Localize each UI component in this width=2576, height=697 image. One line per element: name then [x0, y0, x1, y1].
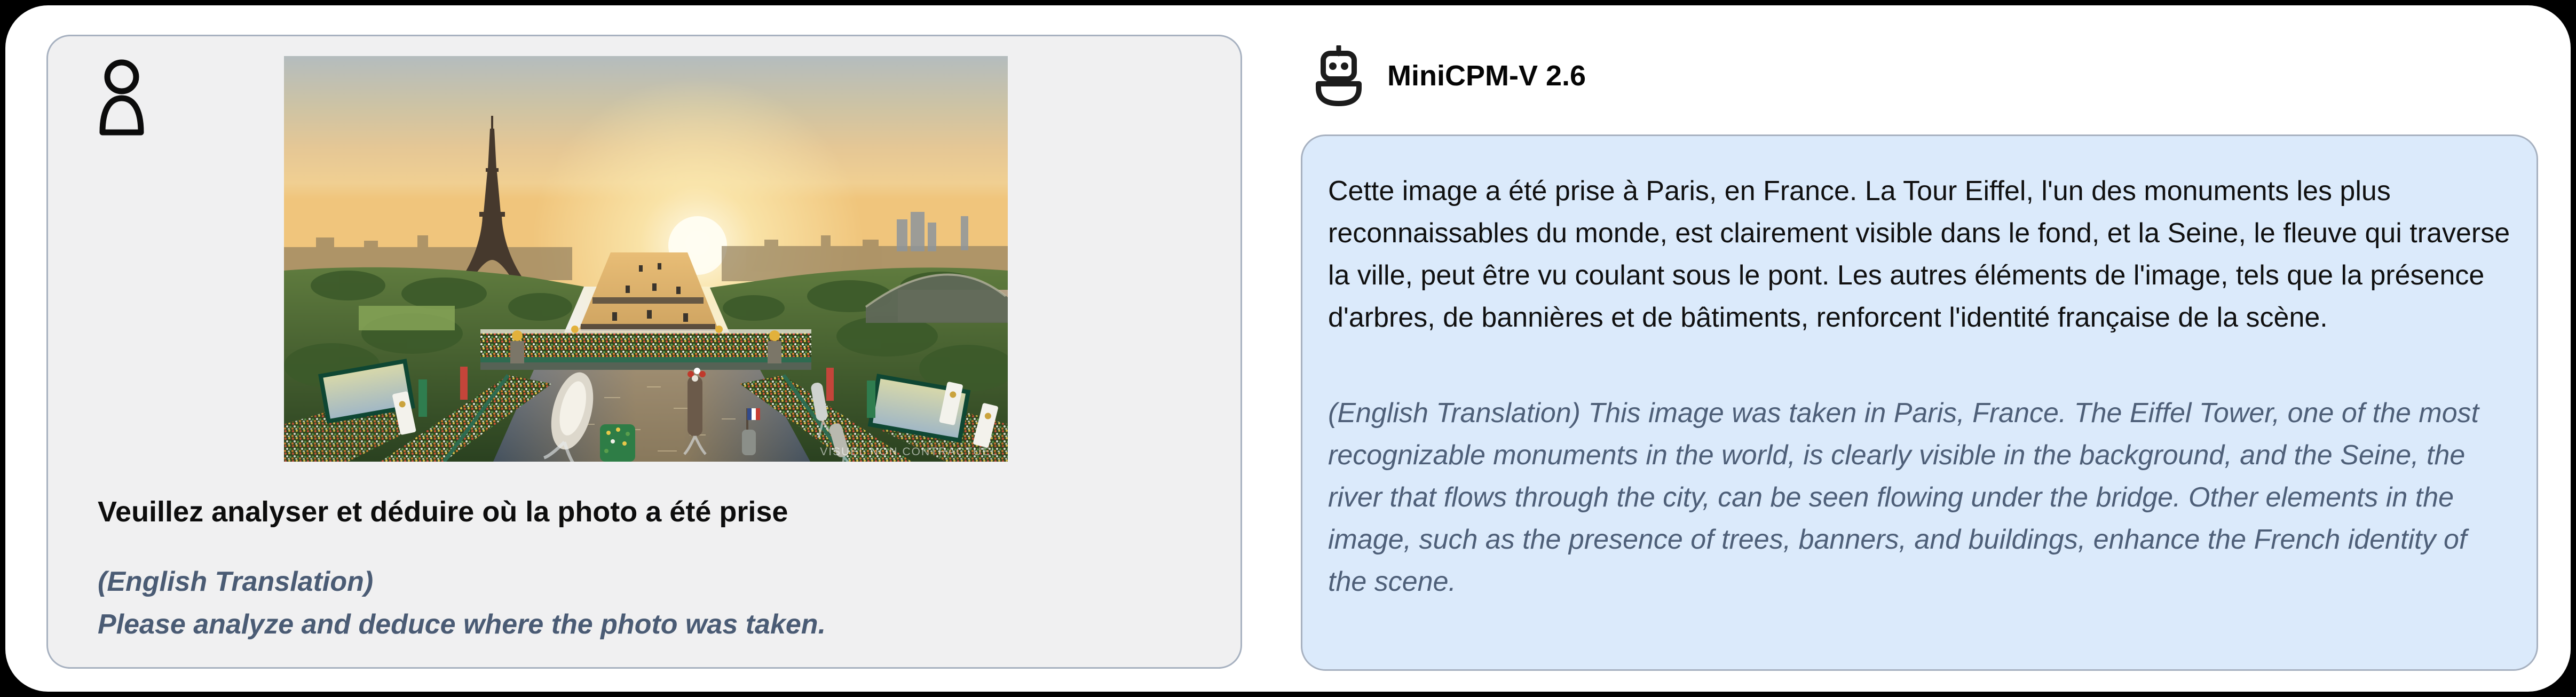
user-message-card	[46, 35, 1242, 669]
user-question-translation	[98, 560, 1197, 646]
park-lawn	[359, 306, 455, 330]
model-response-bubble	[1301, 134, 2538, 671]
distant-bridge	[592, 297, 704, 304]
model-header	[1311, 44, 1586, 108]
photo-watermark: VISUEL NON CONTRACTUEL	[820, 446, 998, 458]
translation-label: (English Translation)	[98, 566, 374, 597]
translation-text: Please analyze and deduce where the photo was taken.	[98, 609, 826, 640]
user-question-text: Veuillez analyser et déduire où la photo a été prise	[98, 496, 788, 528]
page-surface	[5, 5, 2571, 692]
model-name: MiniCPM-V 2.6	[1387, 60, 1586, 92]
green-boat	[600, 424, 635, 462]
model-answer-translation: (English Translation) This image was taken in Paris, France. The Eiffel Tower, one of the most recognizable monuments in the world, is clearly visible in the background, and the Seine, the river that flows through the city, can be seen flowing under the bridge. Other elements in the image, such as the presence of trees, banners, and buildings, enhance the French identity of the scene.	[1328, 398, 2479, 597]
robot-icon	[1311, 45, 1366, 106]
user-icon	[97, 58, 146, 139]
prompt-photo	[284, 56, 1008, 462]
model-answer-french: Cette image a été prise à Paris, en France. La Tour Eiffel, l'un des monuments les plus reconnaissables du monde, est clairement visible dans le fond, et la Seine, le fleuve qui traverse la ville, peut être vu coulant sous le pont. Les autres éléments de l'image, tels que la présence d'arbres, de bannières et de bâtiments, renforcent l'identité française de la scène.	[1328, 176, 2510, 333]
